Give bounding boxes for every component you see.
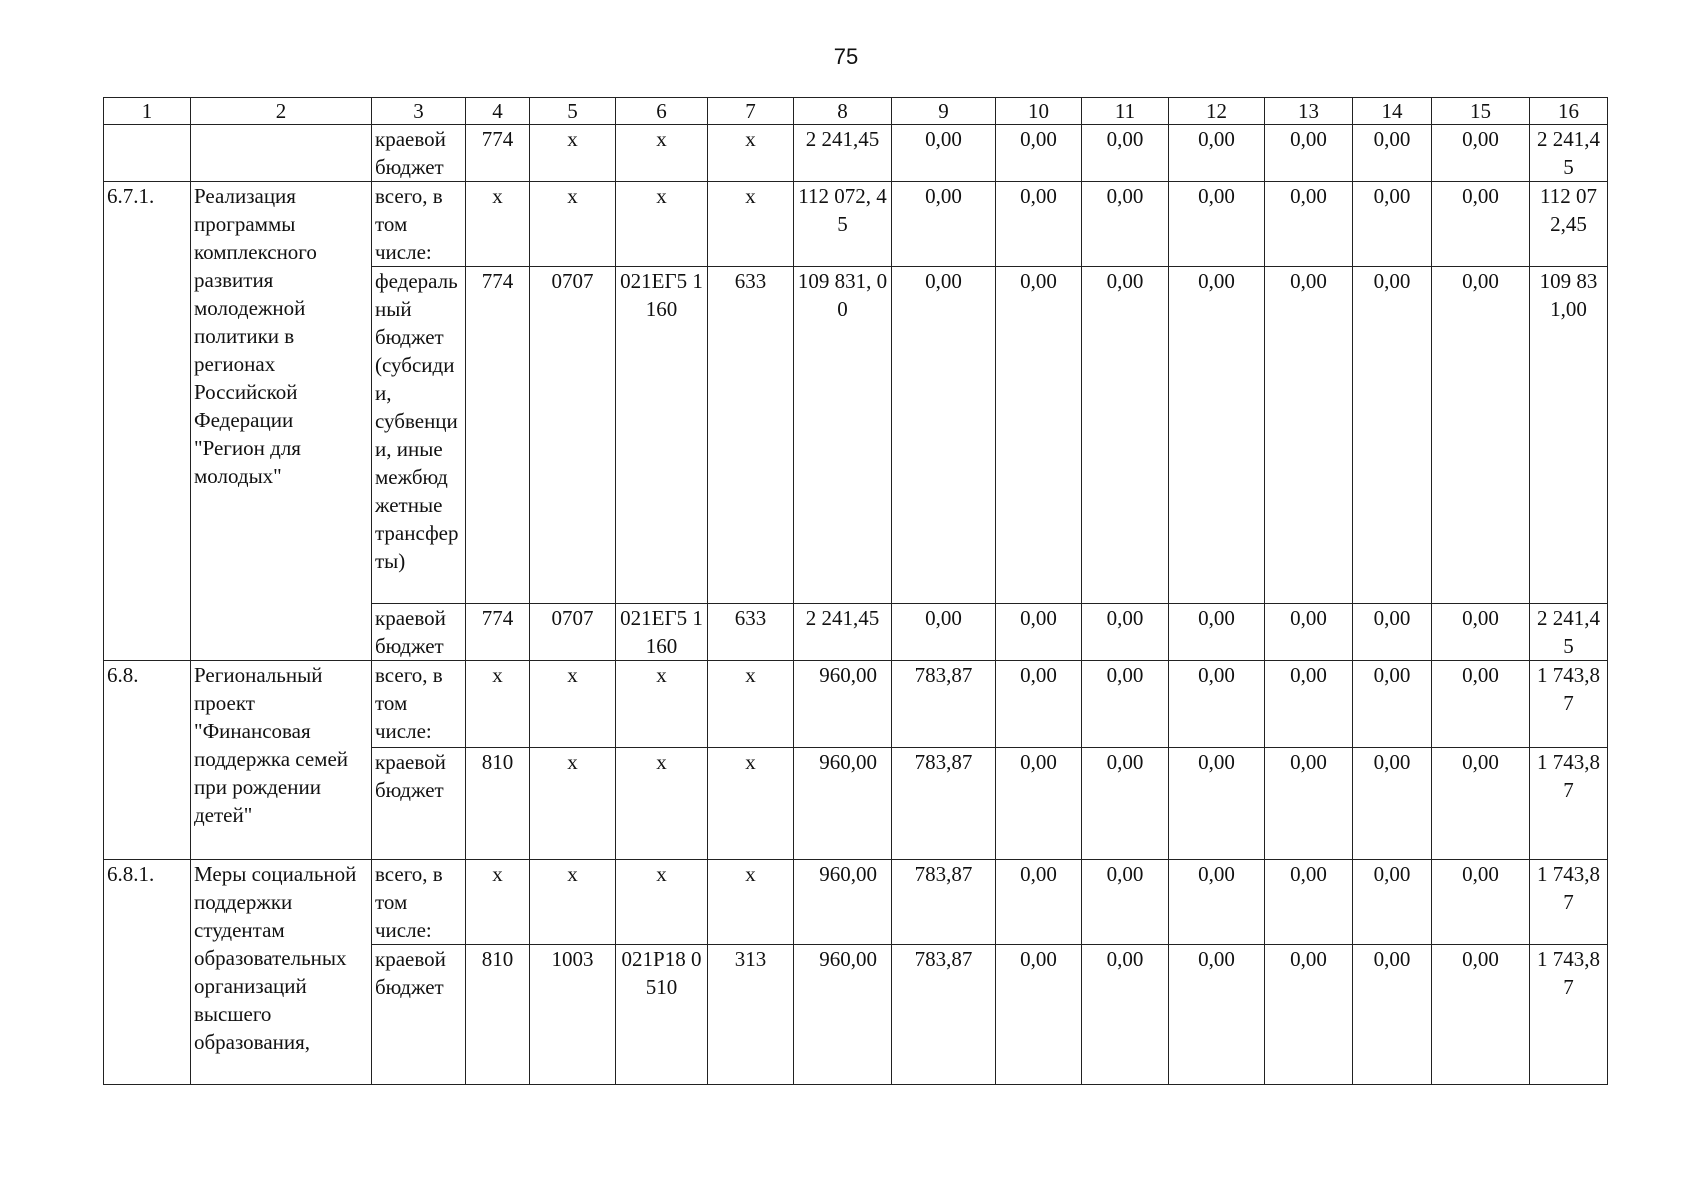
col12-cell: 0,00 bbox=[1169, 125, 1265, 182]
col16-cell: 1 743,8 7 bbox=[1530, 661, 1608, 748]
col16-cell: 1 743,8 7 bbox=[1530, 860, 1608, 945]
col8-cell: 2 241,45 bbox=[794, 125, 892, 182]
col15-cell: 0,00 bbox=[1432, 748, 1530, 860]
col9-cell: 0,00 bbox=[892, 125, 996, 182]
col9-cell: 0,00 bbox=[892, 267, 996, 604]
col14-cell: 0,00 bbox=[1353, 661, 1432, 748]
col11-cell: 0,00 bbox=[1082, 604, 1169, 661]
col10-cell: 0,00 bbox=[996, 604, 1082, 661]
col11-cell: 0,00 bbox=[1082, 182, 1169, 267]
column-header: 1 bbox=[104, 98, 191, 125]
row-name-cell: Региональный проект "Финансовая поддержка семей при рождении детей" bbox=[191, 661, 372, 860]
column-header: 11 bbox=[1082, 98, 1169, 125]
col12-cell: 0,00 bbox=[1169, 945, 1265, 1085]
column-header: 3 bbox=[372, 98, 466, 125]
column-header: 7 bbox=[708, 98, 794, 125]
col4-cell: 810 bbox=[466, 945, 530, 1085]
source-cell: федеральный бюджет (субсидии, субвенции, иные межбюджетные трансферты) bbox=[372, 267, 466, 604]
column-number-row bbox=[104, 98, 1608, 125]
col12-cell: 0,00 bbox=[1169, 182, 1265, 267]
col14-cell: 0,00 bbox=[1353, 125, 1432, 182]
col9-cell: 783,87 bbox=[892, 860, 996, 945]
col12-cell: 0,00 bbox=[1169, 267, 1265, 604]
source-cell: всего, в том числе: bbox=[372, 661, 466, 748]
col7-cell: x bbox=[708, 860, 794, 945]
col7-cell: x bbox=[708, 125, 794, 182]
col14-cell: 0,00 bbox=[1353, 182, 1432, 267]
col14-cell: 0,00 bbox=[1353, 945, 1432, 1085]
source-cell: всего, в том числе: bbox=[372, 860, 466, 945]
col10-cell: 0,00 bbox=[996, 748, 1082, 860]
col6-cell: x bbox=[616, 182, 708, 267]
col16-cell: 112 07 2,45 bbox=[1530, 182, 1608, 267]
col4-cell: 774 bbox=[466, 125, 530, 182]
row-number-cell bbox=[104, 125, 191, 182]
source-cell: краевой бюджет bbox=[372, 604, 466, 661]
col7-cell: x bbox=[708, 661, 794, 748]
column-header: 14 bbox=[1353, 98, 1432, 125]
col4-cell: x bbox=[466, 661, 530, 748]
budget-table bbox=[103, 97, 1608, 1085]
col8-cell: 960,00 bbox=[794, 661, 892, 748]
source-cell: краевой бюджет bbox=[372, 748, 466, 860]
col15-cell: 0,00 bbox=[1432, 945, 1530, 1085]
row-number-cell: 6.8.1. bbox=[104, 860, 191, 1085]
col11-cell: 0,00 bbox=[1082, 860, 1169, 945]
col7-cell: x bbox=[708, 182, 794, 267]
column-header: 16 bbox=[1530, 98, 1608, 125]
col6-cell: x bbox=[616, 860, 708, 945]
col5-cell: 1003 bbox=[530, 945, 616, 1085]
col6-cell: x bbox=[616, 661, 708, 748]
col11-cell: 0,00 bbox=[1082, 125, 1169, 182]
col11-cell: 0,00 bbox=[1082, 661, 1169, 748]
col10-cell: 0,00 bbox=[996, 267, 1082, 604]
col5-cell: x bbox=[530, 182, 616, 267]
source-cell: краевой бюджет bbox=[372, 125, 466, 182]
col4-cell: x bbox=[466, 182, 530, 267]
col15-cell: 0,00 bbox=[1432, 860, 1530, 945]
col10-cell: 0,00 bbox=[996, 661, 1082, 748]
col9-cell: 0,00 bbox=[892, 182, 996, 267]
col14-cell: 0,00 bbox=[1353, 267, 1432, 604]
col8-cell: 960,00 bbox=[794, 748, 892, 860]
col8-cell: 112 072, 45 bbox=[794, 182, 892, 267]
col16-cell: 1 743,8 7 bbox=[1530, 748, 1608, 860]
column-header: 2 bbox=[191, 98, 372, 125]
col14-cell: 0,00 bbox=[1353, 860, 1432, 945]
col13-cell: 0,00 bbox=[1265, 748, 1353, 860]
column-header: 15 bbox=[1432, 98, 1530, 125]
table-row bbox=[104, 860, 1608, 945]
column-header: 4 bbox=[466, 98, 530, 125]
col10-cell: 0,00 bbox=[996, 125, 1082, 182]
column-header: 13 bbox=[1265, 98, 1353, 125]
col6-cell: x bbox=[616, 748, 708, 860]
column-header: 6 bbox=[616, 98, 708, 125]
row-number-cell: 6.7.1. bbox=[104, 182, 191, 661]
col7-cell: 633 bbox=[708, 267, 794, 604]
col8-cell: 2 241,45 bbox=[794, 604, 892, 661]
col13-cell: 0,00 bbox=[1265, 604, 1353, 661]
col13-cell: 0,00 bbox=[1265, 267, 1353, 604]
col5-cell: 0707 bbox=[530, 604, 616, 661]
col16-cell: 2 241,4 5 bbox=[1530, 125, 1608, 182]
col4-cell: 774 bbox=[466, 604, 530, 661]
column-header: 9 bbox=[892, 98, 996, 125]
col12-cell: 0,00 bbox=[1169, 661, 1265, 748]
col7-cell: 633 bbox=[708, 604, 794, 661]
column-header: 8 bbox=[794, 98, 892, 125]
col11-cell: 0,00 bbox=[1082, 748, 1169, 860]
table-row bbox=[104, 125, 1608, 182]
page-number: 75 bbox=[833, 44, 859, 69]
col6-cell: 021ЕГ5 1160 bbox=[616, 604, 708, 661]
col7-cell: 313 bbox=[708, 945, 794, 1085]
col5-cell: x bbox=[530, 125, 616, 182]
col13-cell: 0,00 bbox=[1265, 125, 1353, 182]
row-name-cell: Реализация программы комплексного развития молодежной политики в регионах Российской Федерации "Регион для молодых" bbox=[191, 182, 372, 661]
col12-cell: 0,00 bbox=[1169, 604, 1265, 661]
col5-cell: 0707 bbox=[530, 267, 616, 604]
col9-cell: 783,87 bbox=[892, 661, 996, 748]
col15-cell: 0,00 bbox=[1432, 125, 1530, 182]
col16-cell: 2 241,4 5 bbox=[1530, 604, 1608, 661]
source-cell: краевой бюджет bbox=[372, 945, 466, 1085]
col10-cell: 0,00 bbox=[996, 945, 1082, 1085]
col4-cell: x bbox=[466, 860, 530, 945]
row-name-cell: Меры социальной поддержки студентам образовательных организаций высшего образования, bbox=[191, 860, 372, 1085]
row-name-cell bbox=[191, 125, 372, 182]
col5-cell: x bbox=[530, 860, 616, 945]
col13-cell: 0,00 bbox=[1265, 182, 1353, 267]
table-row bbox=[104, 661, 1608, 748]
col6-cell: 021ЕГ5 1160 bbox=[616, 267, 708, 604]
col15-cell: 0,00 bbox=[1432, 267, 1530, 604]
column-header: 10 bbox=[996, 98, 1082, 125]
col15-cell: 0,00 bbox=[1432, 604, 1530, 661]
col12-cell: 0,00 bbox=[1169, 860, 1265, 945]
col4-cell: 810 bbox=[466, 748, 530, 860]
col14-cell: 0,00 bbox=[1353, 748, 1432, 860]
col16-cell: 1 743,8 7 bbox=[1530, 945, 1608, 1085]
col6-cell: x bbox=[616, 125, 708, 182]
col4-cell: 774 bbox=[466, 267, 530, 604]
col15-cell: 0,00 bbox=[1432, 182, 1530, 267]
column-header: 12 bbox=[1169, 98, 1265, 125]
col15-cell: 0,00 bbox=[1432, 661, 1530, 748]
col9-cell: 783,87 bbox=[892, 748, 996, 860]
col10-cell: 0,00 bbox=[996, 860, 1082, 945]
col5-cell: x bbox=[530, 748, 616, 860]
col9-cell: 0,00 bbox=[892, 604, 996, 661]
col12-cell: 0,00 bbox=[1169, 748, 1265, 860]
col10-cell: 0,00 bbox=[996, 182, 1082, 267]
col16-cell: 109 83 1,00 bbox=[1530, 267, 1608, 604]
col13-cell: 0,00 bbox=[1265, 860, 1353, 945]
column-header: 5 bbox=[530, 98, 616, 125]
col8-cell: 960,00 bbox=[794, 945, 892, 1085]
col11-cell: 0,00 bbox=[1082, 267, 1169, 604]
col9-cell: 783,87 bbox=[892, 945, 996, 1085]
col6-cell: 021Р18 0510 bbox=[616, 945, 708, 1085]
row-number-cell: 6.8. bbox=[104, 661, 191, 860]
col14-cell: 0,00 bbox=[1353, 604, 1432, 661]
source-cell: всего, в том числе: bbox=[372, 182, 466, 267]
col13-cell: 0,00 bbox=[1265, 945, 1353, 1085]
col5-cell: x bbox=[530, 661, 616, 748]
col8-cell: 109 831, 00 bbox=[794, 267, 892, 604]
col13-cell: 0,00 bbox=[1265, 661, 1353, 748]
col7-cell: x bbox=[708, 748, 794, 860]
table-row bbox=[104, 182, 1608, 267]
col11-cell: 0,00 bbox=[1082, 945, 1169, 1085]
col8-cell: 960,00 bbox=[794, 860, 892, 945]
